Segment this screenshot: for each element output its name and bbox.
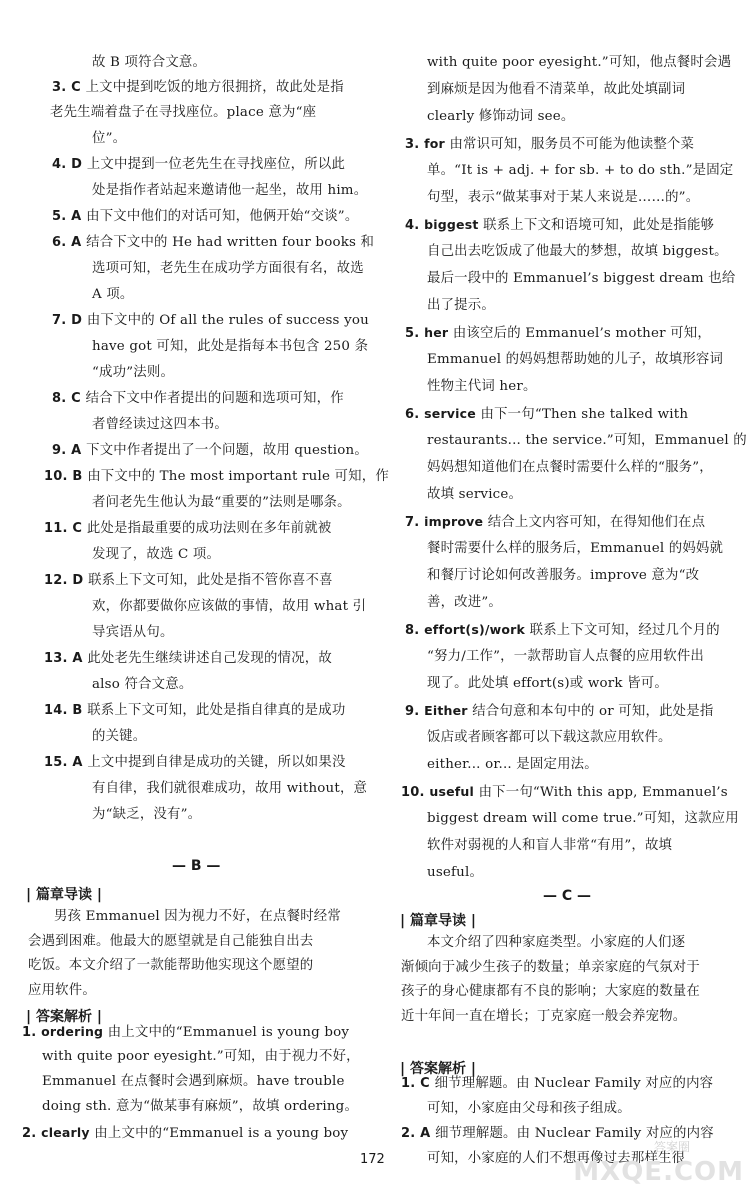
- right-line: [427, 486, 522, 504]
- right-text: clearly 修饰动词 see。: [427, 109, 575, 124]
- right-line: [427, 648, 704, 666]
- left-text: 此处老先生继续讲述自己发现的情况，故: [87, 651, 332, 666]
- left-line: [44, 650, 332, 668]
- right-text: either... or... 是固定用法。: [427, 757, 598, 772]
- right-line: [427, 567, 699, 585]
- c-guide-line: 本文介绍了四种家庭类型。小家庭的人们逐: [427, 935, 686, 950]
- left-line: [52, 442, 368, 460]
- b-guide-line: 吃饭。本文介绍了一款能帮助他实现这个愿望的: [28, 958, 314, 973]
- right-line: [401, 783, 728, 802]
- right-text: 结合句意和本句中的 or 可知，此处是指: [472, 704, 714, 719]
- left-item-number: 12. D: [44, 573, 89, 588]
- left-text: 导宾语从句。: [92, 625, 174, 640]
- left-line: [92, 182, 367, 200]
- left-line: [92, 624, 174, 642]
- right-item-number: 4.: [405, 218, 425, 233]
- left-line: [44, 468, 389, 486]
- right-text: 句型，表示“做某事对于某人来说是……的”。: [427, 190, 700, 205]
- left-item-number: 9. A: [52, 443, 87, 458]
- right-line: [427, 459, 713, 477]
- right-text: 自己出去吃饭成了他最大的梦想，故填 biggest。: [427, 244, 728, 259]
- right-line: [427, 243, 728, 261]
- right-item-number: 5.: [405, 326, 425, 341]
- b-guide-line: 男孩 Emmanuel 因为视力不好，在点餐时经常: [54, 909, 341, 924]
- right-answer-key: for: [424, 136, 450, 151]
- left-text: 故 B 项符合文意。: [92, 55, 207, 70]
- left-line: [92, 364, 174, 382]
- right-line: [427, 594, 502, 612]
- right-answer-key: effort(s)/work: [424, 622, 530, 637]
- left-item-number: 15. A: [44, 755, 88, 770]
- left-text: 老先生端着盘子在寻找座位。place 意为“座: [50, 105, 317, 120]
- c-answer-heading: | 答案解析 |: [400, 1061, 476, 1077]
- right-answer-key: improve: [424, 514, 488, 529]
- left-line: [44, 572, 333, 590]
- b-answer-answer-key: ordering: [41, 1024, 108, 1039]
- left-item-number: 7. D: [52, 313, 87, 328]
- left-line: [52, 390, 344, 408]
- right-line: [427, 864, 483, 882]
- left-line: [52, 234, 374, 252]
- right-line: [405, 621, 720, 640]
- left-line: [52, 156, 345, 174]
- left-line: [92, 286, 134, 304]
- left-line: [92, 780, 367, 798]
- left-item-number: 3. C: [52, 80, 86, 95]
- left-line: [92, 130, 126, 148]
- left-line: [92, 598, 366, 616]
- left-text: 发现了，故选 C 项。: [92, 547, 221, 562]
- c-answer-text: 可知，小家庭的人们不想再像过去那样生很: [427, 1151, 686, 1166]
- c-guide-line: 孩子的身心健康都有不良的影响；大家庭的数量在: [401, 984, 700, 999]
- right-line: [427, 270, 735, 288]
- c-answer-text: 细节理解题。由 Nuclear Family 对应的内容: [434, 1076, 714, 1091]
- section-b-marker: — B —: [172, 858, 221, 874]
- c-answer-text: 细节理解题。由 Nuclear Family 对应的内容: [435, 1126, 714, 1141]
- left-text: also 符合文意。: [92, 677, 193, 692]
- right-answer-key: service: [424, 406, 481, 421]
- left-line: [92, 728, 146, 746]
- left-item-number: 5. A: [52, 209, 87, 224]
- right-text: 餐时需要什么样的服务后，Emmanuel 的妈妈就: [427, 541, 724, 556]
- left-text: 上文中提到一位老先生在寻找座位，所以此: [86, 157, 346, 172]
- right-line: [427, 837, 672, 855]
- left-text: 联系上下文可知，此处是指不管你喜不喜: [88, 573, 333, 588]
- left-text: 者问老先生他认为最“重要的”法则是哪条。: [92, 495, 351, 510]
- right-text: with quite poor eyesight.”可知，他点餐时会遇: [427, 55, 732, 70]
- left-item-number: 8. C: [52, 391, 86, 406]
- right-text: 单。“It is + adj. + for sb. + to do sth.”是固定: [427, 163, 734, 178]
- right-text: 联系上下文可知，经过几个月的: [529, 623, 720, 638]
- right-text: “努力/工作”，一款帮助盲人点餐的应用软件出: [427, 649, 705, 664]
- left-text: “成功”法则。: [92, 365, 175, 380]
- right-item-number: 8.: [405, 623, 425, 638]
- right-text: 饭店或者顾客都可以下载这款应用软件。: [427, 730, 672, 745]
- right-line: [427, 81, 685, 99]
- right-line: [405, 513, 705, 532]
- right-line: [427, 54, 731, 72]
- c-answer-text: 可知，小家庭由父母和孩子组成。: [427, 1101, 631, 1116]
- right-answer-key: Either: [424, 703, 473, 718]
- right-text: 出了提示。: [427, 298, 495, 313]
- left-item-number: 10. B: [44, 469, 88, 484]
- right-text: 由下一句“Then she talked with: [480, 407, 689, 422]
- b-guide-line: 应用软件。: [28, 982, 96, 998]
- right-text: 善，改进”。: [427, 595, 502, 610]
- right-text: Emmanuel 的妈妈想帮助她的儿子，故填形容词: [427, 352, 724, 367]
- left-text: 由下文中的 The most important rule 可知，作: [87, 469, 389, 484]
- b-answer-line: [42, 1098, 358, 1116]
- left-line: [44, 754, 346, 772]
- right-line: [427, 378, 537, 396]
- right-line: [427, 189, 699, 207]
- left-text: 者曾经读过这四本书。: [92, 417, 228, 432]
- left-text: 上文中提到吃饭的地方很拥挤，故此处是指: [85, 80, 344, 95]
- left-text: 位”。: [92, 131, 127, 146]
- c-answer-line: [401, 1075, 713, 1093]
- right-text: 由下一句“With this app, Emmanuel’s: [478, 785, 728, 800]
- left-line: [92, 54, 206, 72]
- b-answer-heading: | 答案解析 |: [26, 1009, 102, 1025]
- left-line: [92, 416, 228, 434]
- right-line: [427, 432, 747, 450]
- b-answer-text: 由上文中的“Emmanuel is young boy: [107, 1025, 350, 1040]
- right-text: useful。: [427, 865, 484, 880]
- right-line: [427, 108, 575, 126]
- right-line: [427, 162, 733, 180]
- b-guide-line: 会遇到困难。他最大的愿望就是自己能独自出去: [28, 933, 314, 949]
- right-line: [405, 702, 713, 721]
- c-guide-line: 近十年间一直在增长；丁克家庭一般会养宠物。: [401, 1008, 687, 1024]
- right-item-number: 7.: [405, 515, 425, 530]
- left-text: 为“缺乏，没有”。: [92, 807, 202, 822]
- right-item-number: 10.: [401, 785, 430, 800]
- watermark-subtitle: 答案圈: [653, 1140, 690, 1154]
- left-text: 上文中提到自律是成功的关键，所以如果没: [87, 755, 346, 770]
- right-line: [405, 216, 714, 235]
- right-line: [405, 135, 694, 154]
- b-answer-answer-key: clearly: [41, 1125, 95, 1140]
- left-line: [92, 494, 351, 512]
- left-line: [44, 520, 331, 538]
- right-answer-key: useful: [429, 784, 479, 799]
- right-answer-key: her: [424, 325, 453, 340]
- c-answer-item-number: 2. A: [401, 1126, 436, 1141]
- left-text: 联系上下文可知，此处是指自律真的是成功: [87, 703, 346, 718]
- right-text: 故填 service。: [427, 487, 523, 502]
- right-item-number: 3.: [405, 137, 425, 152]
- b-answer-item-number: 1.: [22, 1025, 42, 1040]
- left-line: [92, 676, 192, 694]
- right-line: [427, 540, 723, 558]
- right-text: 到麻烦是因为他看不清菜单，故此处填副词: [427, 82, 686, 97]
- b-answer-text: with quite poor eyesight.”可知，由于视力不好，: [42, 1049, 360, 1064]
- left-text: 由下文中的 Of all the rules of success you: [86, 313, 369, 328]
- right-text: 由该空后的 Emmanuel’s mother 可知，: [452, 326, 711, 341]
- left-item-number: 11. C: [44, 521, 87, 536]
- left-line: [52, 208, 358, 226]
- b-answer-line: [22, 1023, 349, 1042]
- left-text: 此处是指最重要的成功法则在多年前就被: [86, 521, 332, 536]
- right-text: restaurants... the service.”可知，Emmanuel 的: [427, 433, 747, 448]
- left-item-number: 6. A: [52, 235, 87, 250]
- c-guide-heading: | 篇章导读 |: [400, 913, 476, 929]
- right-text: 现了。此处填 effort(s)或 work 皆可。: [427, 676, 668, 691]
- left-text: 处是指作者站起来邀请他一起坐，故用 him。: [92, 183, 368, 198]
- left-text: 下文中作者提出了一个问题，故用 question。: [86, 443, 368, 458]
- right-line: [427, 756, 598, 774]
- left-item-number: 13. A: [44, 651, 88, 666]
- right-text: 性物主代词 her。: [427, 379, 537, 394]
- left-line: [44, 702, 345, 720]
- right-line: [405, 324, 711, 343]
- left-text: 结合下文中作者提出的问题和选项可知，作: [85, 391, 344, 406]
- right-text: 最后一段中的 Emmanuel’s biggest dream 也给: [427, 271, 736, 286]
- left-text: 有自律，我们就很难成功，故用 without，意: [92, 781, 368, 796]
- right-text: biggest dream will come true.”可知，这款应用: [427, 811, 739, 826]
- left-text: A 项。: [92, 287, 134, 302]
- right-text: 联系上下文和语境可知，此处是指能够: [483, 218, 715, 233]
- right-line: [427, 297, 495, 315]
- left-line: [52, 312, 369, 330]
- right-item-number: 6.: [405, 407, 425, 422]
- left-line: [52, 79, 344, 97]
- left-line: [50, 104, 316, 122]
- right-line: [427, 810, 739, 828]
- left-text: 由下文中他们的对话可知，他俩开始“交谈”。: [86, 209, 359, 224]
- right-text: 妈妈想知道他们在点餐时需要什么样的“服务”，: [427, 460, 713, 475]
- left-text: 欢，你都要做你应该做的事情，故用 what 引: [92, 599, 367, 614]
- left-line: [92, 806, 201, 824]
- page-number: 172: [360, 1152, 385, 1167]
- right-text: 和餐厅讨论如何改善服务。improve 意为“改: [427, 568, 700, 583]
- left-item-number: 14. B: [44, 703, 88, 718]
- left-text: have got 可知，此处是指每本书包含 250 条: [92, 339, 369, 354]
- right-text: 软件对弱视的人和盲人非常“有用”，故填: [427, 838, 673, 853]
- b-answer-line: [42, 1048, 360, 1066]
- right-text: 由常识可知，服务员不可能为他读整个菜: [449, 137, 695, 152]
- right-item-number: 9.: [405, 704, 425, 719]
- b-answer-line: [22, 1124, 348, 1143]
- right-line: [405, 405, 688, 424]
- left-text: 结合下文中的 He had written four books 和: [86, 235, 375, 250]
- b-answer-text: doing sth. 意为“做某事有麻烦”，故填 ordering。: [42, 1099, 359, 1114]
- section-c-marker: — C —: [543, 888, 592, 904]
- left-text: 选项可知，老先生在成功学方面很有名，故选: [92, 261, 364, 276]
- right-line: [427, 351, 723, 369]
- right-answer-key: biggest: [424, 217, 484, 232]
- watermark-logo: MXQE.COM: [573, 1157, 744, 1187]
- right-line: [427, 675, 668, 693]
- left-item-number: 4. D: [52, 157, 87, 172]
- left-text: 的关键。: [92, 729, 147, 744]
- c-guide-line: 渐倾向于减少生孩子的数量；单亲家庭的气氛对于: [401, 959, 700, 975]
- left-line: [92, 338, 368, 356]
- left-line: [92, 546, 220, 564]
- c-answer-line: [427, 1100, 631, 1118]
- right-line: [427, 729, 672, 747]
- right-text: 结合上文内容可知，在得知他们在点: [487, 515, 706, 530]
- b-answer-text: 由上文中的“Emmanuel is a young boy: [94, 1126, 349, 1141]
- b-answer-item-number: 2.: [22, 1126, 42, 1141]
- c-answer-item-number: 1. C: [401, 1076, 435, 1091]
- left-line: [92, 260, 364, 278]
- b-answer-text: Emmanuel 在点餐时会遇到麻烦。have trouble: [42, 1074, 345, 1089]
- b-answer-line: [42, 1073, 345, 1091]
- b-guide-heading: | 篇章导读 |: [26, 887, 102, 903]
